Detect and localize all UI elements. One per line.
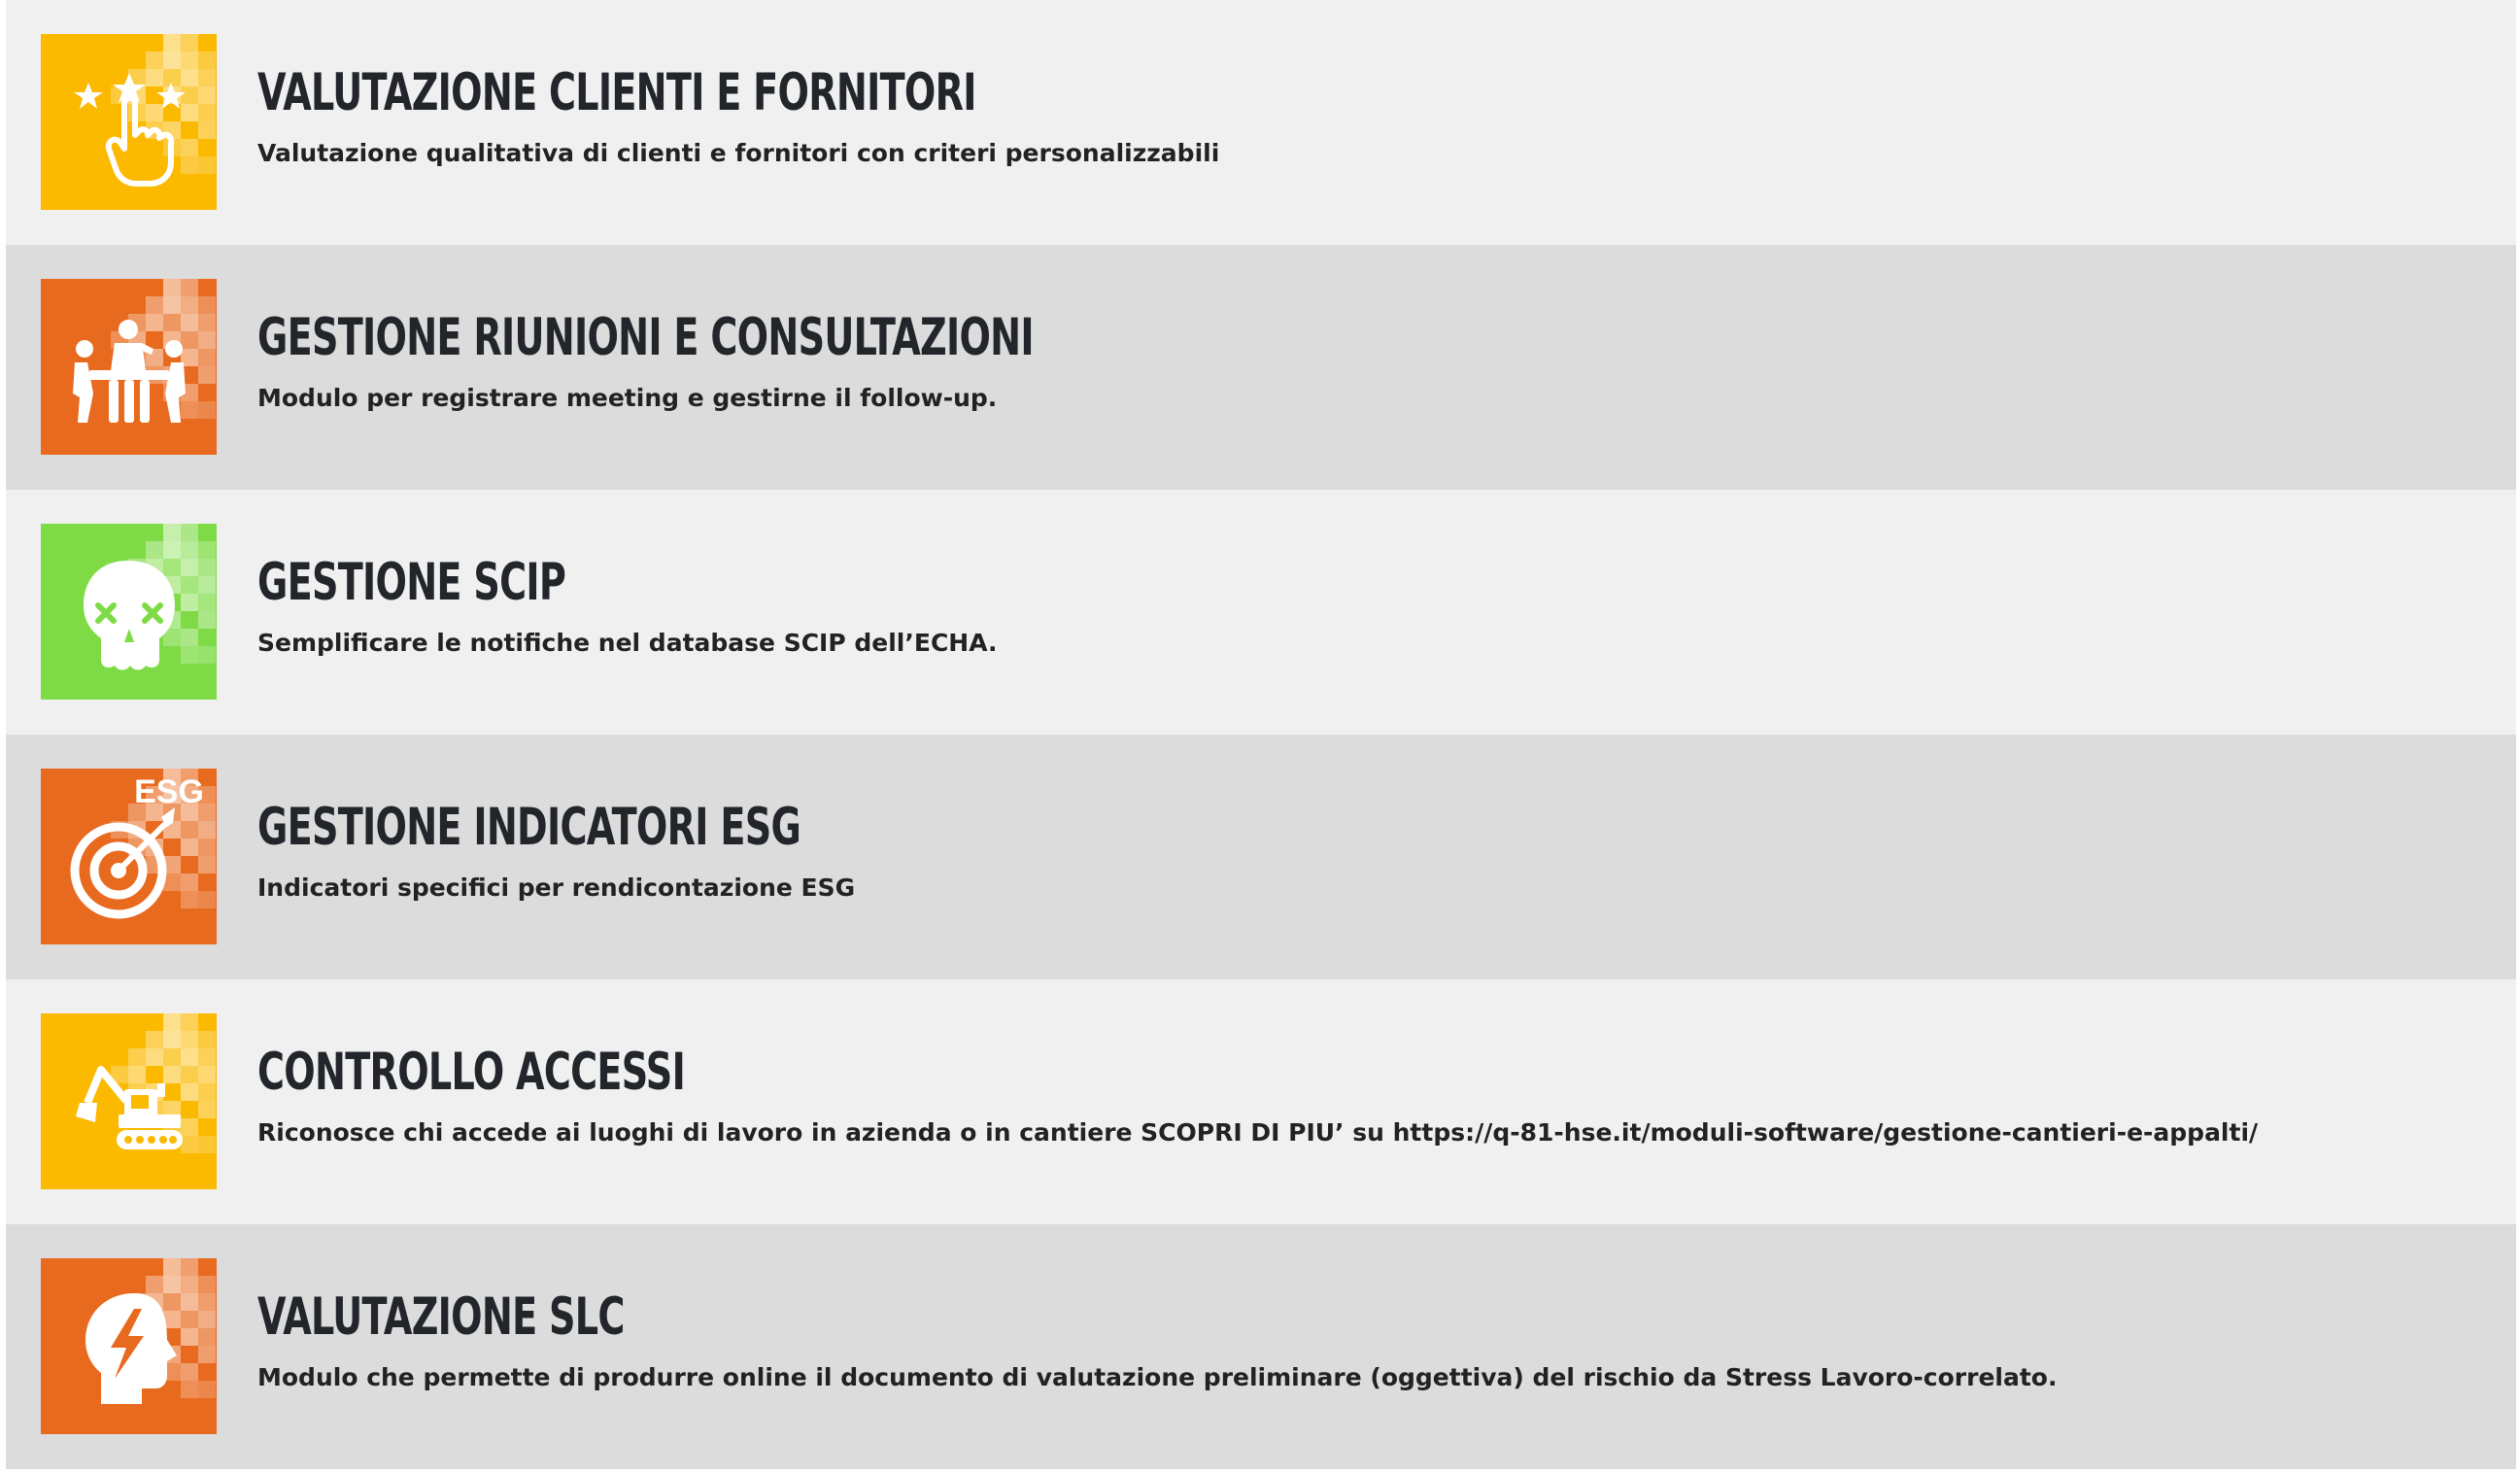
module-description: Indicatori specifici per rendicontazione ESG — [257, 874, 856, 902]
esg-target-icon — [41, 769, 217, 944]
module-title[interactable]: VALUTAZIONE CLIENTI E FORNITORI — [257, 63, 976, 122]
star-rating-hand-icon — [41, 34, 217, 210]
module-title[interactable]: GESTIONE SCIP — [257, 553, 566, 612]
module-row-valutazione-clienti[interactable] — [6, 0, 2516, 245]
head-lightning-icon — [41, 1258, 217, 1434]
module-description[interactable]: Riconosce chi accede ai luoghi di lavoro in azienda o in cantiere SCOPRI DI PIU’ su https://q-81-hse.it/moduli-software/gestione-cantieri-e-appalti/ — [257, 1118, 2259, 1147]
module-title[interactable]: GESTIONE INDICATORI ESG — [257, 798, 801, 857]
module-row-gestione-riunioni[interactable] — [6, 245, 2516, 490]
module-tile — [41, 279, 217, 455]
module-title[interactable]: GESTIONE RIUNIONI E CONSULTAZIONI — [257, 308, 1034, 367]
module-description: Modulo che permette di produrre online il documento di valutazione preliminare (oggettiva) del rischio da Stress Lavoro-correlato. — [257, 1363, 2058, 1391]
excavator-icon — [41, 1013, 217, 1189]
module-description: Modulo per registrare meeting e gestirne il follow-up. — [257, 384, 998, 412]
module-tile — [41, 1013, 217, 1189]
module-title[interactable]: VALUTAZIONE SLC — [257, 1287, 625, 1347]
meeting-table-icon — [41, 279, 217, 455]
module-tile — [41, 769, 217, 944]
module-row-controllo-accessi[interactable] — [6, 979, 2516, 1224]
module-tile — [41, 524, 217, 700]
module-tile — [41, 34, 217, 210]
module-list — [6, 0, 2516, 1473]
skull-icon — [41, 524, 217, 700]
module-row-valutazione-slc[interactable] — [6, 1224, 2516, 1469]
module-description: Semplificare le notifiche nel database SCIP dell’ECHA. — [257, 629, 998, 657]
module-row-gestione-esg[interactable] — [6, 735, 2516, 979]
module-row-gestione-scip[interactable] — [6, 490, 2516, 735]
module-description: Valutazione qualitativa di clienti e fornitori con criteri personalizzabili — [257, 139, 1220, 167]
module-title[interactable]: CONTROLLO ACCESSI — [257, 1043, 686, 1102]
module-tile — [41, 1258, 217, 1434]
esg-icon-text: ESG — [134, 773, 204, 810]
